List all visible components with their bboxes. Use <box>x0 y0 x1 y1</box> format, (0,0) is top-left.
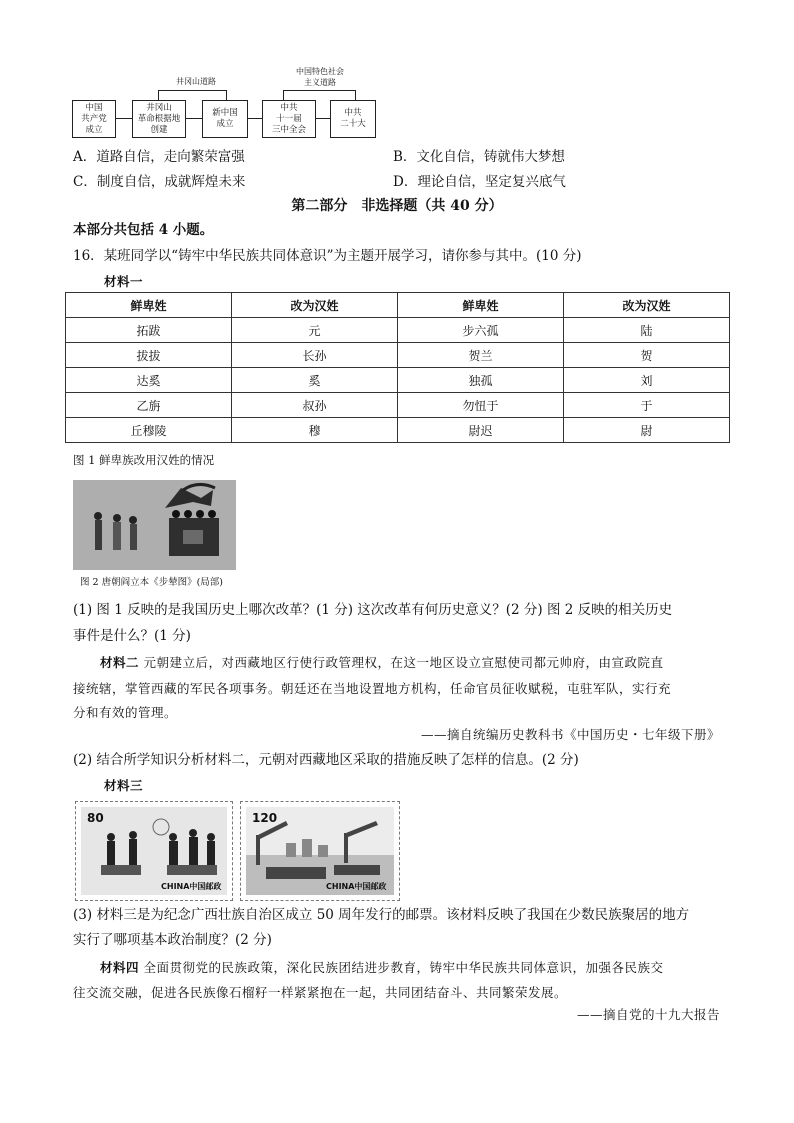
fig1-caption: 图 1 鲜卑族改用汉姓的情况 <box>73 453 215 467</box>
part2-title: 第二部分 非选择题（共 40 分） <box>291 198 503 214</box>
stamp1-denomination: 80 <box>87 811 104 825</box>
stamp2-country: CHINA中国邮政 <box>326 882 387 891</box>
material2-line1: 元朝建立后，对西藏地区行使行政管理权，在这一地区设立宣慰使司都元帅府，由宣政院直 <box>143 655 664 670</box>
table-cell: 达奚 <box>66 368 232 393</box>
flow-node-third-plenum: 中共 十一届 三中全会 <box>262 100 316 138</box>
material4-label: 材料四 <box>100 960 140 975</box>
bunian-painting-image <box>73 480 236 570</box>
table-cell: 于 <box>564 393 730 418</box>
table-cell: 陆 <box>564 318 730 343</box>
table-cell: 丘穆陵 <box>66 418 232 443</box>
material2-line3: 分和有效的管理。 <box>73 705 178 720</box>
flowchart-label-socialism-line1: 中国特色社会 <box>296 67 344 76</box>
table-cell: 步六孤 <box>398 318 564 343</box>
table-cell: 元 <box>232 318 398 343</box>
table-cell: 长孙 <box>232 343 398 368</box>
part2-intro: 本部分共包括 4 小题。 <box>73 222 214 238</box>
table-cell: 尉 <box>564 418 730 443</box>
table-cell: 拓跋 <box>66 318 232 343</box>
table-cell: 奚 <box>232 368 398 393</box>
stamp-port-image <box>241 802 399 900</box>
stamp1-country: CHINA中国邮政 <box>161 882 222 891</box>
table-cell: 贺兰 <box>398 343 564 368</box>
flow-node-prc-founded: 新中国 成立 <box>202 100 248 138</box>
material1-label: 材料一 <box>104 274 144 289</box>
table-cell: 穆 <box>232 418 398 443</box>
option-a: A．道路自信，走向繁荣富强 <box>73 149 245 165</box>
table-cell: 独孤 <box>398 368 564 393</box>
table-row <box>66 343 730 368</box>
stamp-dance-image <box>76 802 232 900</box>
table-header: 改为汉姓 <box>232 293 398 318</box>
q16-sub1-line2: 事件是什么？(1 分) <box>73 628 191 644</box>
option-b: B．文化自信，铸就伟大梦想 <box>393 149 565 165</box>
flow-node-20th-congress: 中共 二十大 <box>330 100 376 138</box>
q16-sub3-line2: 实行了哪项基本政治制度？(2 分) <box>73 932 272 948</box>
flow-node-ccp-founded: 中国 共产党 成立 <box>72 100 116 138</box>
material2-line2: 接统辖，掌管西藏的军民各项事务。朝廷还在当地设置地方机构，任命官员征收赋税，屯驻军队，实行充 <box>73 681 672 696</box>
material2 <box>100 650 664 676</box>
table-header: 改为汉姓 <box>564 293 730 318</box>
q16-stem: 16．某班同学以“铸牢中华民族共同体意识”为主题开展学习，请你参与其中。(10 分) <box>73 248 582 264</box>
table-cell: 尉迟 <box>398 418 564 443</box>
material2-label: 材料二 <box>100 655 140 670</box>
material3-label: 材料三 <box>104 778 144 793</box>
q16-sub2: (2) 结合所学知识分析材料二，元朝对西藏地区采取的措施反映了怎样的信息。(2 分) <box>73 752 579 768</box>
table-header: 鲜卑姓 <box>66 293 232 318</box>
table-cell: 勿忸于 <box>398 393 564 418</box>
q16-sub1-line1: (1) 图 1 反映的是我国历史上哪次改革？(1 分) 这次改革有何历史意义？(2 分) 图 2 反映的相关历史 <box>73 602 673 618</box>
fig2-caption: 图 2 唐朝阎立本《步辇图》(局部) <box>80 577 223 588</box>
option-d: D．理论自信，坚定复兴底气 <box>393 174 566 190</box>
q16-sub3-line1: (3) 材料三是为纪念广西壮族自治区成立 50 周年发行的邮票。该材料反映了我国在少数民族聚居的地方 <box>73 907 690 923</box>
table-cell: 拔拔 <box>66 343 232 368</box>
table-row <box>66 368 730 393</box>
table-row <box>66 318 730 343</box>
material4-line2: 往交流交融，促进各民族像石榴籽一样紧紧抱在一起，共同团结奋斗、共同繁荣发展。 <box>73 985 568 1000</box>
material4 <box>100 955 664 981</box>
surname-table <box>65 292 730 443</box>
table-header: 鲜卑姓 <box>398 293 564 318</box>
material2-source: ——摘自统编历史教科书《中国历史・七年级下册》 <box>420 727 720 742</box>
stamp2-denomination: 120 <box>252 811 278 825</box>
table-cell: 叔孙 <box>232 393 398 418</box>
table-row <box>66 418 730 443</box>
flowchart-label-jinggangshan: 井冈山道路 <box>176 77 216 86</box>
option-c: C．制度自信，成就辉煌未来 <box>73 174 246 190</box>
flow-node-jinggangshan-base: 井冈山 革命根据地 创建 <box>132 100 186 138</box>
table-cell: 乙旃 <box>66 393 232 418</box>
material4-source: ——摘自党的十九大报告 <box>576 1007 720 1022</box>
flowchart-label-socialism-line2: 主义道路 <box>304 78 336 87</box>
table-cell: 贺 <box>564 343 730 368</box>
material4-line1: 全面贯彻党的民族政策，深化民族团结进步教育，铸牢中华民族共同体意识，加强各民族交 <box>143 960 664 975</box>
table-row <box>66 393 730 418</box>
table-cell: 刘 <box>564 368 730 393</box>
